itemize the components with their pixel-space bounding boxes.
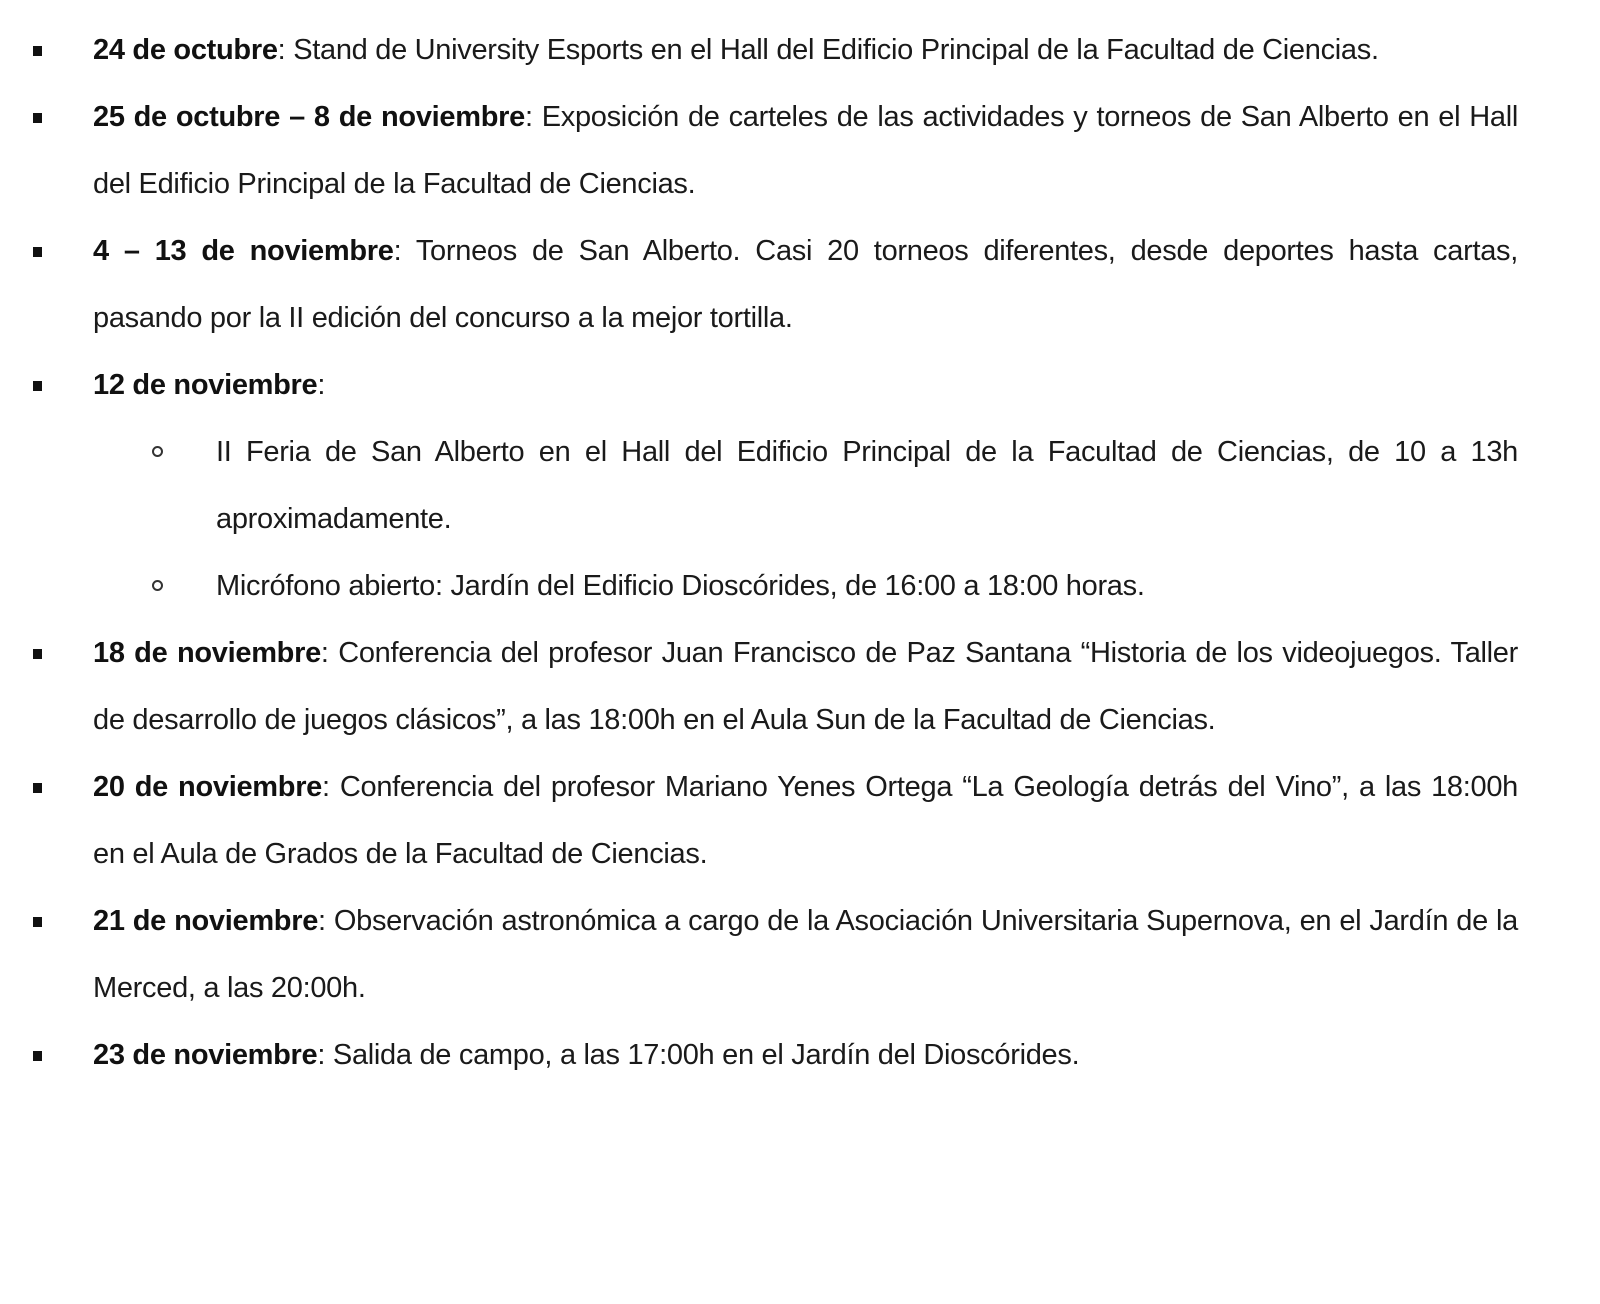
list-item-24-octubre bbox=[0, 17, 1518, 84]
event-description: Salida de campo, a las 17:00h en el Jardín del Dioscórides. bbox=[325, 1039, 1080, 1071]
event-date: 23 de noviembre bbox=[93, 1039, 318, 1071]
event-description: Exposición de carteles de las actividades y torneos de San Alberto en el Hall del Edificio Principal de la Facultad de Ciencias. bbox=[93, 101, 1518, 200]
event-date: 18 de noviembre bbox=[93, 637, 321, 669]
list-item-12-noviembre bbox=[0, 352, 1518, 620]
list-item-21-noviembre bbox=[0, 888, 1518, 1022]
event-date: 25 de octubre – 8 de noviembre bbox=[93, 101, 525, 133]
square-bullet-icon bbox=[33, 247, 42, 257]
event-date: 4 – 13 de noviembre bbox=[93, 235, 394, 267]
sublist-item-microfono bbox=[0, 553, 1518, 620]
square-bullet-icon bbox=[33, 381, 42, 391]
list-item-4-13-noviembre bbox=[0, 218, 1518, 352]
event-date: 20 de noviembre bbox=[93, 771, 323, 803]
event-date: 24 de octubre bbox=[93, 34, 278, 66]
event-list bbox=[0, 17, 1600, 1089]
subitem-text: Micrófono abierto: Jardín del Edificio Dioscórides, de 16:00 a 18:00 horas. bbox=[216, 570, 1145, 602]
event-sublist bbox=[93, 419, 1518, 620]
date-separator: : bbox=[318, 905, 326, 937]
list-item-18-noviembre bbox=[0, 620, 1518, 754]
date-separator: : bbox=[317, 1039, 326, 1071]
square-bullet-icon bbox=[33, 783, 42, 793]
date-separator: : bbox=[524, 101, 533, 133]
event-description: Stand de University Esports en el Hall del Edificio Principal de la Facultad de Ciencias. bbox=[285, 34, 1379, 66]
square-bullet-icon bbox=[33, 917, 42, 927]
square-bullet-icon bbox=[33, 113, 42, 123]
date-separator: : bbox=[320, 637, 329, 669]
square-bullet-icon bbox=[33, 46, 42, 56]
list-item-20-noviembre bbox=[0, 754, 1518, 888]
date-separator: : bbox=[322, 771, 330, 803]
event-description: Conferencia del profesor Mariano Yenes Ortega “La Geología detrás del Vino”, a las 18:00h en el Aula de Grados de la Facultad de Ciencias. bbox=[93, 771, 1518, 870]
date-separator: : bbox=[277, 34, 286, 66]
subitem-text: II Feria de San Alberto en el Hall del Edificio Principal de la Facultad de Ciencias, de 10 a 13h aproximadamente. bbox=[216, 436, 1518, 535]
event-date: 21 de noviembre bbox=[93, 905, 319, 937]
sublist-item-feria bbox=[0, 419, 1518, 553]
square-bullet-icon bbox=[33, 649, 42, 659]
circle-bullet-icon bbox=[152, 446, 163, 457]
list-item-23-noviembre bbox=[0, 1022, 1518, 1089]
event-description: Observación astronómica a cargo de la Asociación Universitaria Supernova, en el Jardín de la Merced, a las 20:00h. bbox=[93, 905, 1518, 1004]
event-description: Conferencia del profesor Juan Francisco de Paz Santana “Historia de los videojuegos. Taller de desarrollo de juegos clásicos”, a las 18:00h en el Aula Sun de la Facultad de Ciencias. bbox=[93, 637, 1518, 736]
date-separator: : bbox=[393, 235, 402, 267]
event-date: 12 de noviembre bbox=[93, 369, 318, 401]
list-item-25-octubre-8-noviembre bbox=[0, 84, 1518, 218]
date-separator: : bbox=[317, 369, 326, 401]
event-description: Torneos de San Alberto. Casi 20 torneos diferentes, desde deportes hasta cartas, pasando por la II edición del concurso a la mejor tortilla. bbox=[93, 235, 1518, 334]
circle-bullet-icon bbox=[152, 580, 163, 591]
square-bullet-icon bbox=[33, 1051, 42, 1061]
